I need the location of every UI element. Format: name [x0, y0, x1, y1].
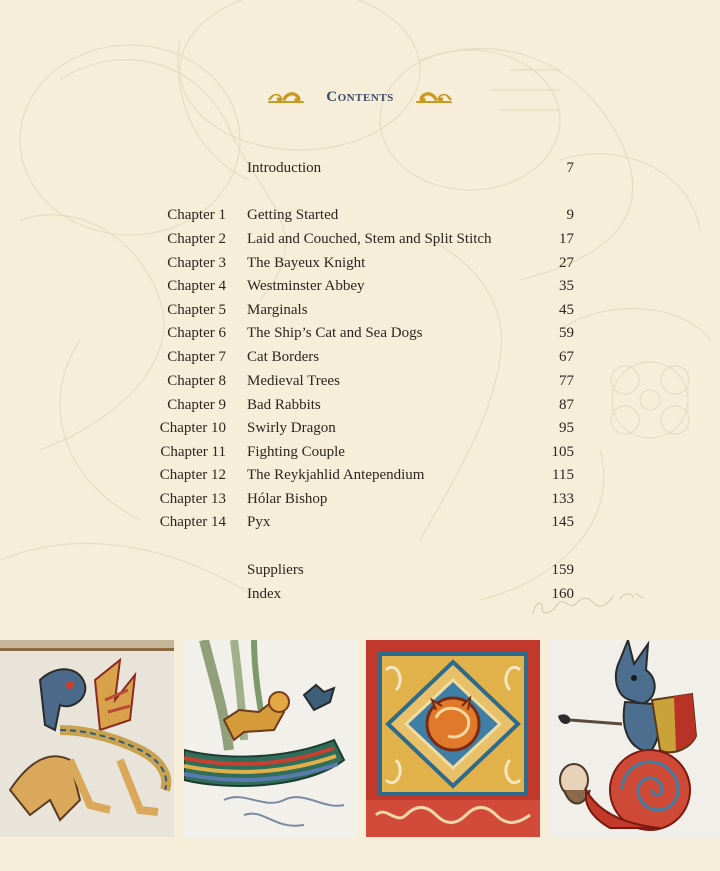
chapter-label: Chapter 9: [167, 397, 226, 413]
toc-row-chapter-2[interactable]: [0, 228, 720, 250]
embroidered-rabbit-snail-image: [550, 640, 720, 837]
contents-title: Contents: [326, 88, 394, 105]
chapter-label: Chapter 13: [159, 491, 226, 507]
toc-title: Introduction: [247, 160, 322, 176]
chapter-label: Chapter 10: [159, 420, 226, 436]
chapter-label: Chapter 1: [167, 207, 226, 223]
toc-title: Swirly Dragon: [247, 420, 336, 436]
contents-heading: [0, 84, 720, 110]
toc-page-number: 7: [566, 160, 574, 176]
chapter-label: Chapter 7: [167, 349, 226, 365]
toc-title: Hólar Bishop: [247, 491, 328, 507]
toc-title: The Reykjahlid Antependium: [247, 467, 425, 483]
chapter-label: Chapter 14: [159, 514, 226, 530]
toc-row-suppliers[interactable]: [0, 559, 720, 581]
toc-page-number: 160: [551, 586, 574, 602]
toc-page-number: 133: [551, 491, 574, 507]
toc-row-chapter-10[interactable]: [0, 417, 720, 439]
toc-row-chapter-14[interactable]: [0, 511, 720, 533]
toc-row-chapter-7[interactable]: [0, 346, 720, 368]
toc-row-chapter-1[interactable]: [0, 204, 720, 226]
toc-row-chapter-3[interactable]: [0, 252, 720, 274]
toc-title: Bad Rabbits: [247, 397, 321, 413]
chapter-label: Chapter 4: [167, 278, 226, 294]
toc-title: Westminster Abbey: [247, 278, 365, 294]
toc-page-number: 159: [551, 562, 574, 578]
chapter-label: Chapter 6: [167, 325, 226, 341]
photo-strip: [0, 640, 720, 837]
toc-row-chapter-8[interactable]: [0, 370, 720, 392]
embroidered-ship-cat-image: [184, 640, 357, 837]
toc-title: Medieval Trees: [247, 373, 340, 389]
toc-title: Laid and Couched, Stem and Split Stitch: [247, 231, 492, 247]
toc-row-introduction[interactable]: [0, 157, 720, 179]
toc-row-chapter-6[interactable]: [0, 322, 720, 344]
toc-title: The Bayeux Knight: [247, 255, 366, 271]
toc-page-number: 59: [559, 325, 574, 341]
toc-page-number: 77: [559, 373, 574, 389]
chapter-label: Chapter 3: [167, 255, 226, 271]
chapter-label: Chapter 2: [167, 231, 226, 247]
toc-title: Getting Started: [247, 207, 339, 223]
toc-title: Marginals: [247, 302, 308, 318]
toc-title: Cat Borders: [247, 349, 320, 365]
toc-page-number: 87: [559, 397, 574, 413]
toc-row-chapter-12[interactable]: [0, 464, 720, 486]
embroidered-antependium-cat-image: [366, 640, 540, 837]
toc-page-number: 9: [566, 207, 574, 223]
embroidered-dragon-image: [0, 640, 174, 837]
toc-page-number: 35: [559, 278, 574, 294]
toc-page-number: 67: [559, 349, 574, 365]
toc-title: Pyx: [247, 514, 271, 530]
left-flourish-icon: [266, 88, 306, 106]
toc-page-number: 115: [552, 467, 574, 483]
toc-row-chapter-5[interactable]: [0, 299, 720, 321]
toc-title: Index: [247, 586, 282, 602]
toc-row-chapter-4[interactable]: [0, 275, 720, 297]
right-flourish-icon: [414, 88, 454, 106]
toc-page-number: 45: [559, 302, 574, 318]
toc-page-number: 27: [559, 255, 574, 271]
toc-title: Fighting Couple: [247, 444, 345, 460]
toc-title: Suppliers: [247, 562, 304, 578]
toc-title: The Ship’s Cat and Sea Dogs: [247, 325, 423, 341]
toc-row-chapter-11[interactable]: [0, 441, 720, 463]
chapter-label: Chapter 11: [160, 444, 226, 460]
toc-row-chapter-9[interactable]: [0, 394, 720, 416]
chapter-label: Chapter 12: [159, 467, 226, 483]
toc-page-number: 145: [551, 514, 574, 530]
toc-row-chapter-13[interactable]: [0, 488, 720, 510]
chapter-label: Chapter 5: [167, 302, 226, 318]
toc-page-number: 17: [559, 231, 574, 247]
toc-page-number: 95: [559, 420, 574, 436]
chapter-label: Chapter 8: [167, 373, 226, 389]
toc-page-number: 105: [551, 444, 574, 460]
